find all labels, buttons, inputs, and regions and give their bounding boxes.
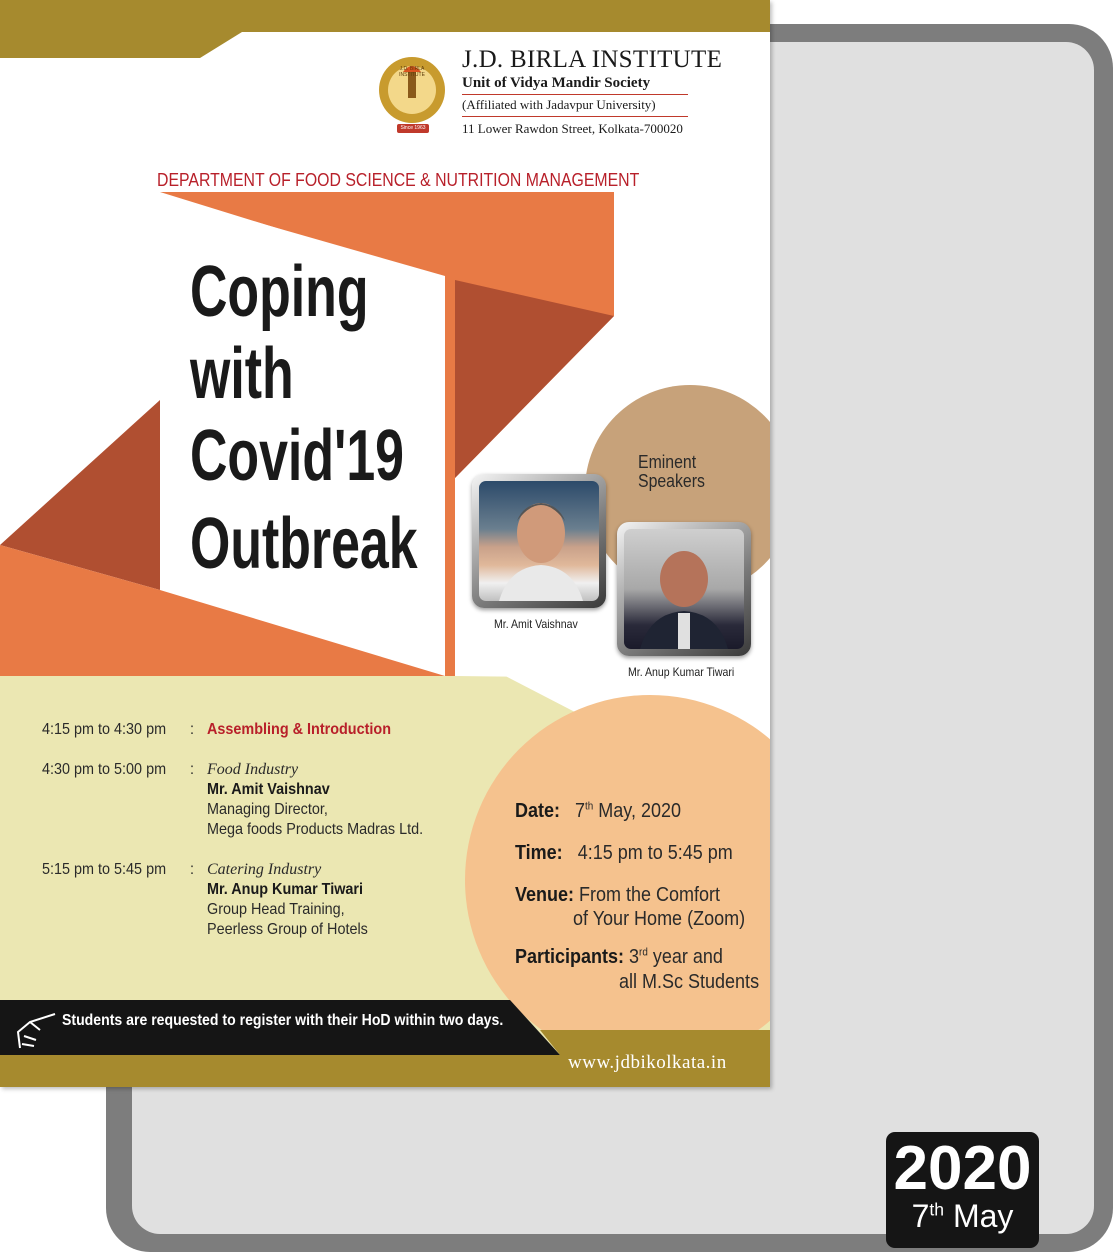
event-participants-line-2: all M.Sc Students — [619, 971, 760, 993]
schedule-org-3: Peerless Group of Hotels — [207, 921, 368, 938]
schedule-sep-2: : — [190, 761, 195, 778]
speaker-caption-1: Mr. Amit Vaishnav — [494, 617, 578, 631]
title-line-3: Covid'19 — [190, 416, 404, 496]
event-date: Date: 7th May, 2020 — [515, 800, 682, 822]
schedule-speaker-2: Mr. Amit Vaishnav — [207, 781, 330, 798]
header-divider — [462, 94, 688, 95]
schedule-category-2: Food Industry — [207, 761, 299, 778]
logo-text: J.D. BIRLA INSTITUTE — [399, 66, 425, 78]
badge-day-month: 7th May — [911, 1198, 1014, 1234]
institute-address: 11 Lower Rawdon Street, Kolkata-700020 — [462, 121, 683, 136]
title-line-4: Outbreak — [190, 504, 418, 584]
schedule-speaker-3: Mr. Anup Kumar Tiwari — [207, 881, 364, 898]
registration-notice: Students are requested to register with their HoD within two days. — [62, 1012, 504, 1029]
avatar-silhouette-icon — [479, 481, 599, 601]
logo-since: Since 1963 — [400, 125, 426, 131]
institute-unit: Unit of Vidya Mandir Society — [462, 75, 651, 91]
website-url[interactable]: www.jdbikolkata.in — [568, 1052, 727, 1073]
schedule-org-2: Mega foods Products Madras Ltd. — [207, 821, 424, 838]
avatar-silhouette-icon — [624, 529, 744, 649]
department-name: DEPARTMENT OF FOOD SCIENCE & NUTRITION MANAGEMENT — [157, 170, 640, 190]
title-line-1: Coping — [190, 252, 369, 332]
schedule-time-3: 5:15 pm to 5:45 pm — [42, 861, 167, 878]
schedule-title-1: Assembling & Introduction — [207, 721, 392, 738]
event-venue: Venue: From the Comfort — [515, 884, 721, 906]
event-time: Time: 4:15 pm to 5:45 pm — [515, 842, 733, 864]
title-line-2: with — [190, 334, 294, 414]
date-badge — [886, 1132, 1039, 1248]
schedule-role-3: Group Head Training, — [207, 901, 345, 918]
speakers-heading: Eminent Speakers — [638, 452, 705, 491]
schedule-time-2: 4:30 pm to 5:00 pm — [42, 761, 167, 778]
institute-affiliation: (Affiliated with Jadavpur University) — [462, 97, 656, 112]
speaker-caption-2: Mr. Anup Kumar Tiwari — [628, 665, 735, 679]
schedule-time-1: 4:15 pm to 4:30 pm — [42, 721, 167, 738]
schedule-role-2: Managing Director, — [207, 801, 328, 818]
badge-year: 2020 — [893, 1134, 1032, 1203]
header-divider — [462, 116, 688, 117]
schedule-sep-3: : — [190, 861, 195, 878]
institute-name: J.D. BIRLA INSTITUTE — [462, 46, 723, 73]
speaker-photo-amit-vaishnav — [472, 474, 606, 608]
schedule-sep-1: : — [190, 721, 195, 738]
schedule-category-3: Catering Industry — [207, 861, 322, 878]
event-participants: Participants: 3rd year and — [515, 946, 723, 968]
speaker-photo-anup-kumar-tiwari — [617, 522, 751, 656]
event-venue-line-2: of Your Home (Zoom) — [573, 908, 746, 930]
